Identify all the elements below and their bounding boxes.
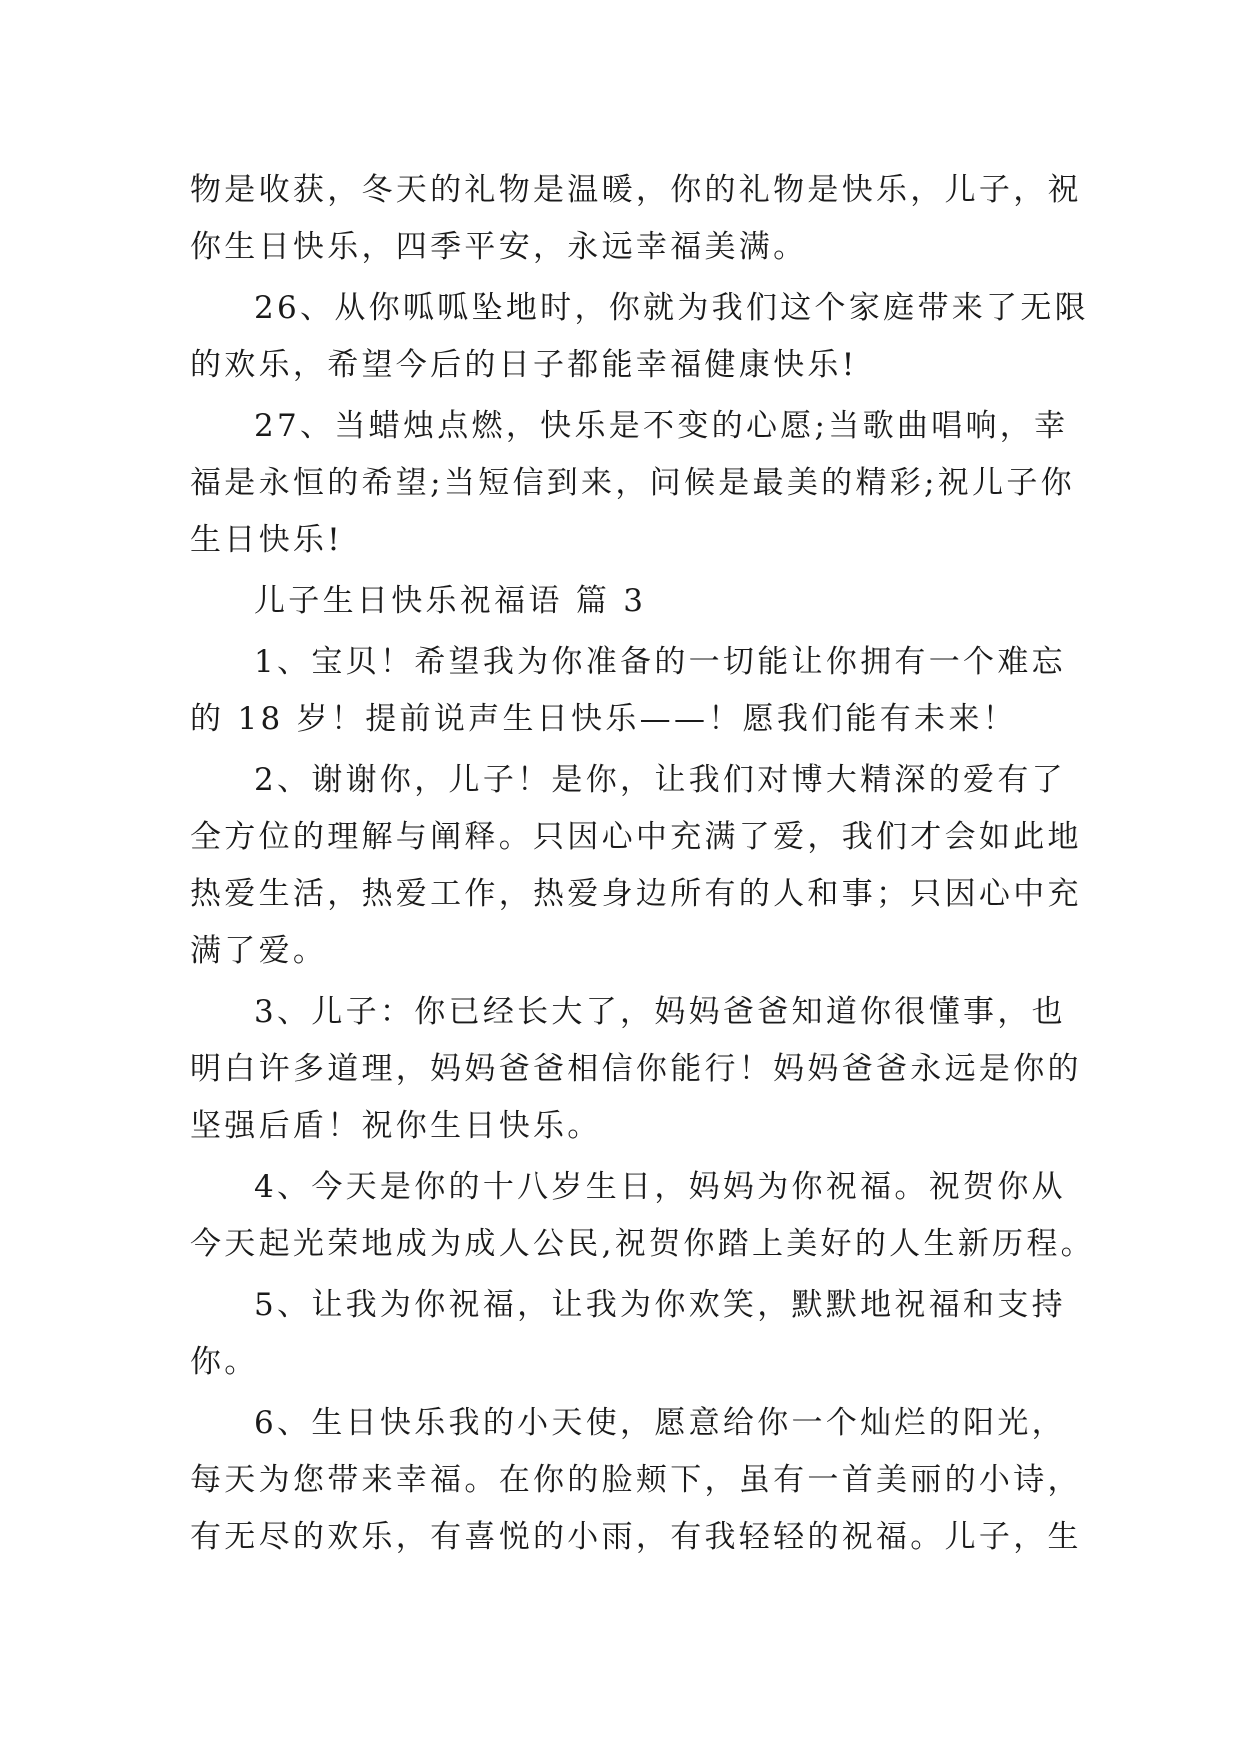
section-heading	[190, 573, 1050, 630]
paragraph-1	[190, 634, 1066, 748]
text-line: 27、当蜡烛点燃，快乐是不变的心愿;当歌曲唱响，幸	[254, 408, 1069, 444]
text-line: 4、今天是你的十八岁生日，妈妈为你祝福。祝贺你从	[254, 1169, 1066, 1205]
text-line: 物是收获，冬天的礼物是温暖，你的礼物是快乐，儿子，祝	[190, 172, 1082, 208]
paragraph-2	[190, 752, 1082, 980]
text-line: 2、谢谢你，儿子！是你，让我们对博大精深的爱有了	[254, 762, 1066, 798]
text-line: 满了爱。	[190, 933, 328, 969]
text-line: 生日快乐!	[190, 522, 343, 558]
text-line: 福是永恒的希望;当短信到来，问候是最美的精彩;祝儿子你	[190, 465, 1075, 501]
paragraph-26	[190, 280, 1089, 394]
text-line: 热爱生活，热爱工作，热爱身边所有的人和事；只因心中充	[190, 876, 1082, 912]
text-line: 的 18 岁！提前说声生日快乐——！愿我们能有未来！	[190, 701, 1017, 737]
text-line: 5、让我为你祝福，让我为你欢笑，默默地祝福和支持	[254, 1287, 1066, 1323]
paragraph-3	[190, 984, 1082, 1155]
paragraph-27	[190, 398, 1075, 569]
text-line: 你生日快乐，四季平安，永远幸福美满。	[190, 229, 808, 265]
text-line: 明白许多道理，妈妈爸爸相信你能行！妈妈爸爸永远是你的	[190, 1051, 1082, 1087]
document-body	[190, 162, 1095, 1570]
paragraph-continuation	[190, 162, 1082, 276]
text-line: 你。	[190, 1344, 259, 1380]
text-line: 有无尽的欢乐，有喜悦的小雨，有我轻轻的祝福。儿子，生	[190, 1519, 1082, 1555]
paragraph-6	[190, 1395, 1082, 1566]
text-line: 1、宝贝！希望我为你准备的一切能让你拥有一个难忘	[254, 644, 1066, 680]
text-line: 26、从你呱呱坠地时，你就为我们这个家庭带来了无限	[254, 290, 1089, 326]
text-line: 3、儿子：你已经长大了，妈妈爸爸知道你很懂事，也	[254, 994, 1066, 1030]
text-line: 全方位的理解与阐释。只因心中充满了爱，我们才会如此地	[190, 819, 1082, 855]
text-line: 今天起光荣地成为成人公民,祝贺你踏上美好的人生新历程。	[190, 1226, 1095, 1262]
paragraph-5	[190, 1277, 1066, 1391]
text-line: 的欢乐，希望今后的日子都能幸福健康快乐!	[190, 347, 858, 383]
text-line: 坚强后盾！祝你生日快乐。	[190, 1108, 602, 1144]
heading-text: 儿子生日快乐祝福语 篇 3	[254, 583, 647, 619]
text-line: 6、生日快乐我的小天使，愿意给你一个灿烂的阳光，	[254, 1405, 1066, 1441]
text-line: 每天为您带来幸福。在你的脸颊下，虽有一首美丽的小诗，	[190, 1462, 1082, 1498]
paragraph-4	[190, 1159, 1095, 1273]
